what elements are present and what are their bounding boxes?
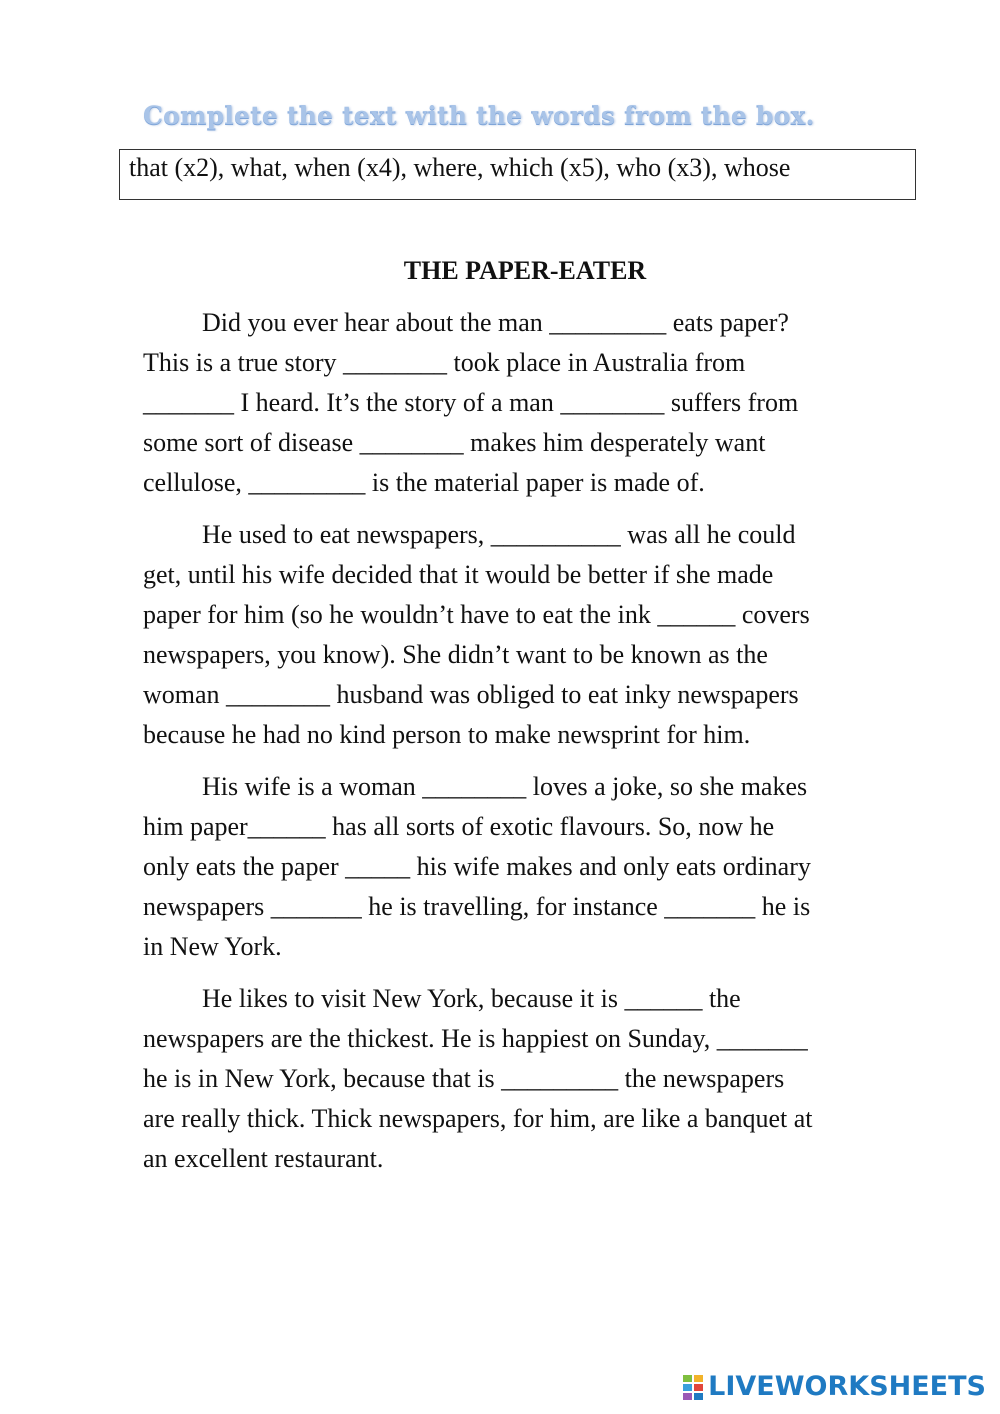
story-line: newspapers _______ he is travelling, for instance _______ he is [143,892,811,921]
story-line: newspapers, you know). She didn’t want to be known as the [143,640,768,669]
liveworksheets-wordmark: LIVEWORKSHEETS [708,1371,986,1402]
story-line: only eats the paper _____ his wife makes and only eats ordinary [143,852,811,881]
story-paragraph [143,767,925,967]
story-line: Did you ever hear about the man _________ eats paper? [202,308,789,337]
story-line: newspapers are the thickest. He is happiest on Sunday, _______ [143,1024,808,1053]
story-line: woman ________ husband was obliged to eat inky newspapers [143,680,799,709]
story-line: His wife is a woman ________ loves a joke, so she makes [202,772,808,801]
story-line: him paper______ has all sorts of exotic flavours. So, now he [143,812,775,841]
story-paragraph [143,979,925,1179]
word-box: that (x2), what, when (x4), where, which (x5), who (x3), whose [119,149,916,200]
story-line: This is a true story ________ took place in Australia from [143,348,746,377]
liveworksheets-brand [682,1371,986,1402]
story-paragraph [143,303,925,503]
story-line: He likes to visit New York, because it is ______ the [202,984,741,1013]
story-line: He used to eat newspapers, __________ was all he could [202,520,796,549]
liveworksheets-logo-icon [682,1373,704,1401]
story-line: get, until his wife decided that it would be better if she made [143,560,774,589]
story-line: are really thick. Thick newspapers, for him, are like a banquet at [143,1104,813,1133]
story-line: an excellent restaurant. [143,1144,384,1173]
story-text [143,303,925,1191]
story-paragraph [143,515,925,755]
story-line: cellulose, _________ is the material paper is made of. [143,468,705,497]
story-line: in New York. [143,932,282,961]
story-title: THE PAPER-EATER [403,256,647,285]
instruction-heading: Complete the text with the words from the box. [143,101,815,130]
story-line: paper for him (so he wouldn’t have to eat the ink ______ covers [143,600,810,629]
story-line: some sort of disease ________ makes him desperately want [143,428,766,457]
story-line: _______ I heard. It’s the story of a man ________ suffers from [143,388,799,417]
story-line: because he had no kind person to make newsprint for him. [143,720,751,749]
story-line: he is in New York, because that is _________ the newspapers [143,1064,785,1093]
